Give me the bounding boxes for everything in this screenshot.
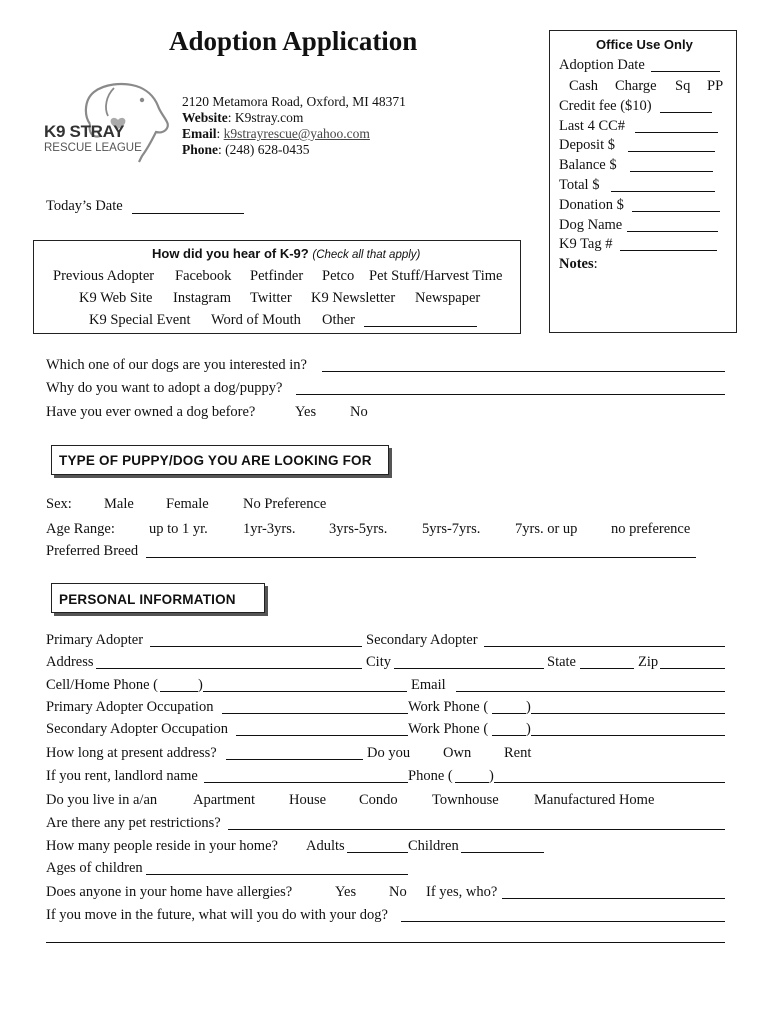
- credit-fee-field[interactable]: [660, 112, 712, 113]
- breed-field[interactable]: [146, 557, 696, 558]
- hear-word-of-mouth[interactable]: Word of Mouth: [211, 312, 301, 328]
- do-you-label: Do you: [367, 745, 411, 761]
- secondary-work-phone-label: Work Phone (: [408, 721, 489, 737]
- housing-condo[interactable]: Condo: [359, 792, 398, 808]
- email-field[interactable]: [456, 691, 725, 692]
- logo-line1: K9 STRAY: [44, 122, 125, 141]
- primary-work-area-field[interactable]: [492, 713, 526, 714]
- age-up-to-1[interactable]: up to 1 yr.: [149, 521, 208, 537]
- k9-tag-field[interactable]: [620, 250, 717, 251]
- deposit-label: Deposit $: [559, 137, 615, 153]
- pp-option[interactable]: PP: [707, 78, 724, 94]
- credit-fee-label: Credit fee ($10): [559, 98, 652, 114]
- city-label: City: [366, 654, 391, 670]
- q-owned-dog: Have you ever owned a dog before?: [46, 404, 256, 420]
- age-1-3[interactable]: 1yr-3yrs.: [243, 521, 296, 537]
- page-title: Adoption Application: [169, 26, 418, 56]
- last4-field[interactable]: [635, 132, 718, 133]
- why-adopt-field[interactable]: [296, 394, 725, 395]
- dog-name-field[interactable]: [627, 231, 718, 232]
- sq-option[interactable]: Sq: [675, 78, 691, 94]
- housing-house[interactable]: House: [289, 792, 327, 808]
- phone-value: (248) 628-0435: [225, 142, 310, 157]
- hear-instagram[interactable]: Instagram: [173, 290, 231, 306]
- primary-work-paren: ): [526, 699, 531, 715]
- k9-stray-logo: [44, 78, 174, 164]
- hear-pet-stuff[interactable]: Pet Stuff/Harvest Time: [369, 268, 503, 284]
- phone-label: Phone: [182, 142, 219, 157]
- zip-label: Zip: [638, 654, 659, 670]
- personal-section-header: [51, 583, 265, 613]
- adults-field[interactable]: [347, 852, 408, 853]
- logo-line2: RESCUE LEAGUE: [44, 142, 142, 154]
- state-field[interactable]: [580, 668, 634, 669]
- hear-previous-adopter[interactable]: Previous Adopter: [53, 268, 155, 284]
- housing-townhouse[interactable]: Townhouse: [432, 792, 499, 808]
- type-section-title: TYPE OF PUPPY/DOG YOU ARE LOOKING FOR: [59, 453, 372, 468]
- hear-other-field[interactable]: [364, 326, 477, 327]
- cell-phone-label: Cell/Home Phone (: [46, 677, 158, 693]
- zip-field[interactable]: [660, 668, 725, 669]
- q-why-adopt: Why do you want to adopt a dog/puppy?: [46, 380, 283, 396]
- how-many-label: How many people reside in your home?: [46, 838, 278, 854]
- last4-label: Last 4 CC#: [559, 118, 626, 134]
- age-no-preference[interactable]: no preference: [611, 521, 691, 537]
- secondary-adopter-field[interactable]: [484, 646, 725, 647]
- hear-k9-special-event[interactable]: K9 Special Event: [89, 312, 191, 328]
- children-label: Children: [408, 838, 459, 854]
- cell-phone-field[interactable]: [203, 691, 407, 692]
- how-long-label: How long at present address?: [46, 745, 217, 761]
- hear-facebook[interactable]: Facebook: [175, 268, 232, 284]
- own-option[interactable]: Own: [443, 745, 472, 761]
- allergies-who-label: If yes, who?: [426, 884, 498, 900]
- move-field-continued[interactable]: [46, 942, 725, 943]
- live-in-label: Do you live in a/an: [46, 792, 158, 808]
- ages-field[interactable]: [146, 874, 408, 875]
- primary-occupation-field[interactable]: [222, 713, 408, 714]
- website-line: Website: K9stray.com: [182, 110, 304, 125]
- allergies-label: Does anyone in your home have allergies?: [46, 884, 293, 900]
- balance-field[interactable]: [630, 171, 713, 172]
- address-field[interactable]: [96, 668, 362, 669]
- age-range-label: Age Range:: [46, 521, 115, 537]
- dog-name-label: Dog Name: [559, 217, 623, 233]
- donation-label: Donation $: [559, 197, 624, 213]
- secondary-occupation-field[interactable]: [236, 735, 408, 736]
- office-title: Office Use Only: [596, 37, 693, 52]
- primary-work-phone-field[interactable]: [531, 713, 725, 714]
- housing-manufactured-home[interactable]: Manufactured Home: [534, 792, 655, 808]
- donation-field[interactable]: [632, 211, 720, 212]
- q-which-dog: Which one of our dogs are you interested in?: [46, 357, 307, 373]
- sex-label: Sex:: [46, 496, 72, 512]
- balance-label: Balance $: [559, 157, 617, 173]
- cell-paren-close: ): [198, 677, 203, 693]
- total-label: Total $: [559, 177, 600, 193]
- personal-section-title: PERSONAL INFORMATION: [59, 592, 236, 607]
- address-label: Address: [46, 654, 94, 670]
- landlord-area-field[interactable]: [455, 782, 489, 783]
- housing-apartment[interactable]: Apartment: [193, 792, 256, 808]
- cash-option[interactable]: Cash: [569, 78, 598, 94]
- primary-occupation-label: Primary Adopter Occupation: [46, 699, 214, 715]
- landlord-label: If you rent, landlord name: [46, 768, 198, 784]
- move-label: If you move in the future, what will you do with your dog?: [46, 907, 388, 923]
- email-label: Email: [182, 126, 217, 141]
- hear-twitter[interactable]: Twitter: [250, 290, 292, 306]
- children-field[interactable]: [461, 852, 544, 853]
- allergies-yes[interactable]: Yes: [335, 884, 357, 900]
- k9-tag-label: K9 Tag #: [559, 236, 613, 252]
- how-heard-title: How did you hear of K-9? (Check all that apply): [152, 246, 421, 261]
- sex-no-preference[interactable]: No Preference: [243, 496, 327, 512]
- allergies-no[interactable]: No: [389, 884, 407, 900]
- org-address: 2120 Metamora Road, Oxford, MI 48371: [182, 94, 406, 109]
- which-dog-field[interactable]: [322, 371, 725, 372]
- hear-petfinder[interactable]: Petfinder: [250, 268, 304, 284]
- sex-male[interactable]: Male: [104, 496, 134, 512]
- age-5-7[interactable]: 5yrs-7yrs.: [422, 521, 481, 537]
- email-label: Email: [411, 677, 446, 693]
- website-value[interactable]: K9stray.com: [234, 110, 304, 125]
- owned-dog-yes[interactable]: Yes: [295, 404, 317, 420]
- landlord-field[interactable]: [204, 782, 408, 783]
- email-link[interactable]: k9strayrescue@yahoo.com: [223, 126, 370, 141]
- hear-k9-newsletter[interactable]: K9 Newsletter: [311, 290, 396, 306]
- website-label: Website: [182, 110, 228, 125]
- restrictions-field[interactable]: [228, 829, 725, 830]
- hear-other[interactable]: Other: [322, 312, 356, 328]
- secondary-work-phone-field[interactable]: [531, 735, 725, 736]
- notes-label: Notes:: [559, 256, 598, 272]
- hear-k9-web-site[interactable]: K9 Web Site: [79, 290, 153, 306]
- total-field[interactable]: [611, 191, 715, 192]
- email-line: Email: k9strayrescue@yahoo.com: [182, 126, 370, 141]
- cell-area-code-field[interactable]: [160, 691, 198, 692]
- owned-dog-no[interactable]: No: [350, 404, 368, 420]
- sex-female[interactable]: Female: [166, 496, 209, 512]
- primary-adopter-field[interactable]: [150, 646, 362, 647]
- secondary-occupation-label: Secondary Adopter Occupation: [46, 721, 229, 737]
- landlord-phone-field[interactable]: [494, 782, 725, 783]
- rent-option[interactable]: Rent: [504, 745, 532, 761]
- landlord-phone-label: Phone (: [408, 768, 453, 784]
- breed-label: Preferred Breed: [46, 543, 139, 559]
- adoption-date-label: Adoption Date: [559, 57, 645, 73]
- age-7-up[interactable]: 7yrs. or up: [515, 521, 578, 537]
- secondary-adopter-label: Secondary Adopter: [366, 632, 478, 648]
- secondary-work-area-field[interactable]: [492, 735, 526, 736]
- primary-work-phone-label: Work Phone (: [408, 699, 489, 715]
- phone-line: Phone: (248) 628-0435: [182, 142, 310, 157]
- adoption-date-field[interactable]: [651, 71, 720, 72]
- adults-label: Adults: [306, 838, 345, 854]
- deposit-field[interactable]: [628, 151, 715, 152]
- hear-petco[interactable]: Petco: [322, 268, 355, 284]
- how-long-field[interactable]: [226, 759, 363, 760]
- secondary-work-paren: ): [526, 721, 531, 737]
- restrictions-label: Are there any pet restrictions?: [46, 815, 221, 831]
- state-label: State: [547, 654, 576, 670]
- move-field[interactable]: [401, 921, 725, 922]
- charge-option[interactable]: Charge: [615, 78, 657, 94]
- landlord-paren: ): [489, 768, 494, 784]
- allergies-who-field[interactable]: [502, 898, 725, 899]
- ages-label: Ages of children: [46, 860, 143, 876]
- city-field[interactable]: [394, 668, 544, 669]
- type-section-header: [51, 445, 389, 475]
- hear-newspaper[interactable]: Newspaper: [415, 290, 481, 306]
- todays-date-label: Today’s Date: [46, 198, 123, 214]
- todays-date-field[interactable]: [132, 213, 244, 214]
- age-3-5[interactable]: 3yrs-5yrs.: [329, 521, 388, 537]
- primary-adopter-label: Primary Adopter: [46, 632, 144, 648]
